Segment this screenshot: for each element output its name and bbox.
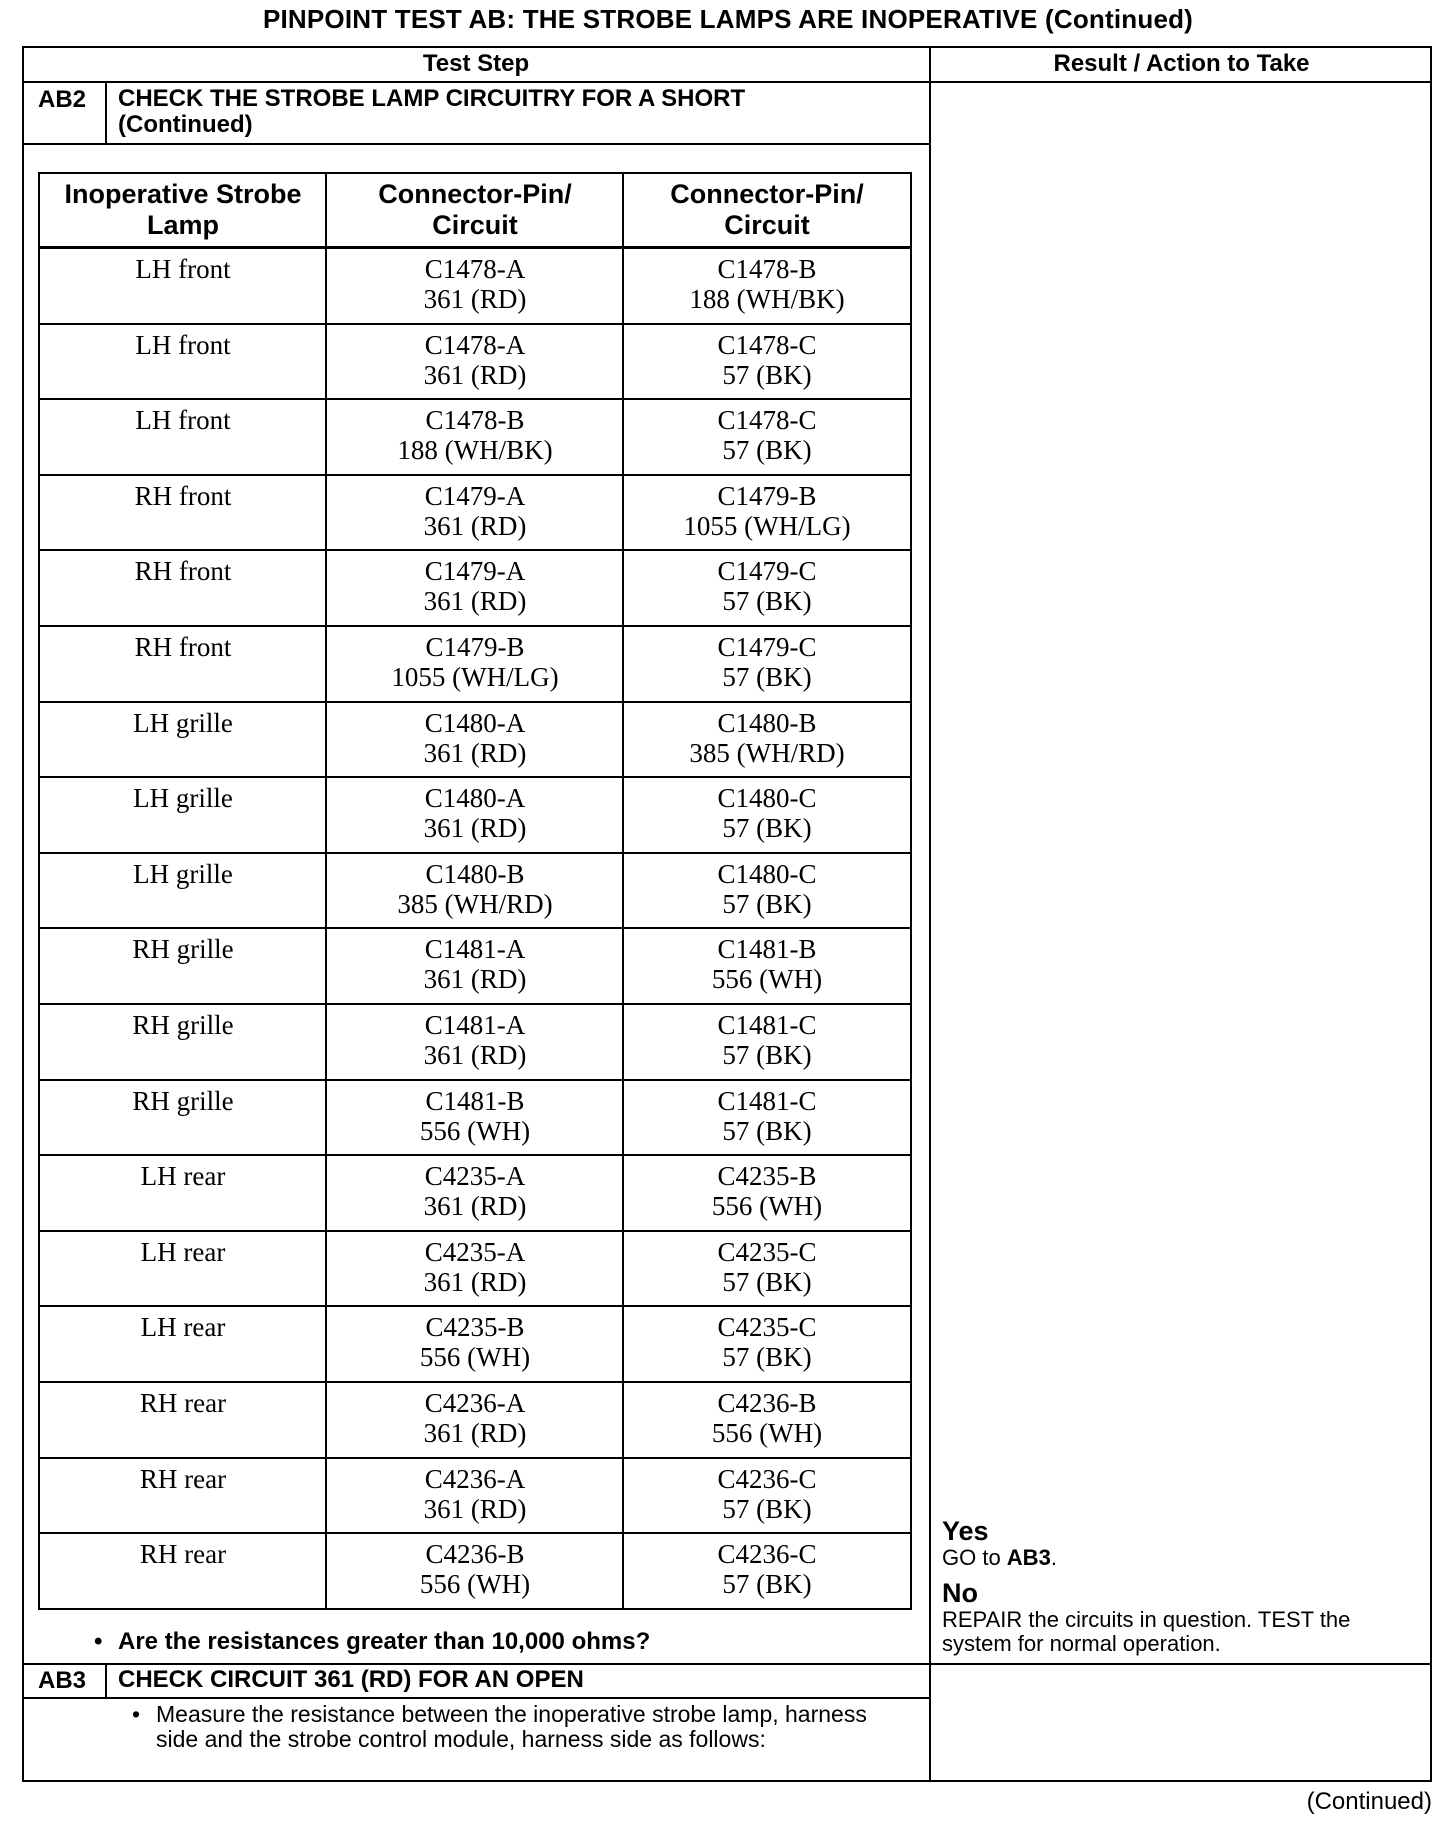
pin1-cell (327, 330, 623, 390)
result-yes-action (942, 1546, 1422, 1570)
pin1-cell-line1: C1479-A (424, 480, 526, 511)
pin1-cell-line2: 556 (WH) (419, 1115, 531, 1146)
lamp-cell-line1: LH front (135, 254, 231, 284)
pin2-cell-line1: C4235-B (717, 1161, 817, 1192)
pin1-cell-line1: C4236-A (424, 1463, 526, 1494)
lamp-cell (40, 1539, 326, 1569)
lamp-cell (40, 708, 326, 738)
pin2-cell (624, 859, 910, 919)
step-title-ab2-line2: (Continued) (118, 111, 253, 138)
ab3-instruction-bullet (132, 1701, 886, 1752)
pin2-cell-line2: 57 (BK) (722, 1266, 812, 1297)
pin2-cell-line2: 57 (BK) (722, 435, 812, 466)
lamp-cell (40, 934, 326, 964)
pin2-cell (624, 1388, 910, 1448)
pin1-cell-line2: 361 (RD) (423, 1040, 527, 1070)
result-yes-label: Yes (942, 1516, 989, 1546)
pin1-cell-line1: C1481-A (424, 1010, 526, 1040)
header-lamp-line2: Lamp (146, 210, 219, 240)
pin1-cell (327, 859, 623, 919)
row-divider (38, 1305, 912, 1307)
pin1-cell (327, 556, 623, 616)
row-divider (38, 927, 912, 929)
lamp-cell-line1: RH grille (132, 934, 234, 965)
pin1-cell (327, 1539, 623, 1599)
pin2-cell-line1: C1480-C (717, 783, 817, 814)
pin2-cell-line1: C4236-C (717, 1463, 817, 1494)
pin1-cell-line2: 361 (RD) (423, 1418, 527, 1448)
pin2-cell (624, 556, 910, 616)
pin1-cell-line2: 361 (RD) (423, 586, 527, 617)
question-bullet (94, 1628, 651, 1656)
pin2-cell-line1: C4235-C (717, 1236, 817, 1267)
column-divider (929, 46, 931, 1782)
step-title-ab2 (118, 86, 745, 138)
result-ab2 (942, 1516, 1422, 1656)
pin2-cell (624, 632, 910, 692)
step-id-ab2: AB2 (38, 86, 87, 113)
header-result-action: Result / Action to Take (1053, 50, 1310, 77)
pin2-cell-line2: 556 (WH) (711, 1418, 823, 1448)
lamp-cell (40, 1464, 326, 1494)
pin2-cell (624, 1312, 910, 1372)
pin1-cell (327, 481, 623, 541)
pin2-cell (624, 1010, 910, 1070)
pin1-cell-line1: C4235-A (424, 1161, 526, 1192)
pin1-cell (327, 708, 623, 768)
pin2-cell-line1: C1481-B (717, 934, 817, 965)
pin1-cell-line1: C1479-A (424, 556, 526, 587)
footer-continued: (Continued) (1306, 1788, 1432, 1815)
pin1-cell-line1: C1478-A (424, 329, 526, 360)
pin2-cell-line2: 556 (WH) (711, 1191, 823, 1222)
row-divider (38, 323, 912, 325)
header-pin1-line1: Connector-Pin/ (378, 179, 572, 209)
lamp-cell-line1: LH grille (133, 707, 233, 738)
pin1-cell (327, 254, 623, 314)
pin1-cell-line1: C1481-A (424, 934, 526, 965)
pin1-cell-line1: C4236-B (425, 1539, 525, 1570)
lamp-cell (40, 1161, 326, 1191)
header-pin1-line2: Circuit (432, 210, 518, 240)
pin1-cell-line1: C1480-A (424, 783, 526, 814)
step-id-divider (105, 81, 107, 143)
lamp-cell-line1: RH rear (139, 1388, 227, 1418)
pin1-cell-line2: 361 (RD) (423, 1266, 527, 1297)
pin2-cell-line1: C4236-B (717, 1388, 817, 1418)
lamp-cell-line1: RH grille (132, 1085, 234, 1116)
pin2-cell (624, 1086, 910, 1146)
pin2-cell-line2: 57 (BK) (722, 1040, 812, 1070)
lamp-cell (40, 405, 326, 435)
pin2-cell-line1: C1481-C (717, 1010, 817, 1040)
connector-table-header-lamp (40, 172, 326, 248)
pin1-cell-line2: 361 (RD) (423, 1191, 527, 1222)
pin1-cell-line2: 361 (RD) (423, 284, 527, 314)
header-test-step: Test Step (422, 50, 530, 77)
pin2-cell (624, 254, 910, 314)
pin1-cell-line1: C4236-A (424, 1388, 526, 1418)
lamp-cell (40, 783, 326, 813)
pin2-cell (624, 1464, 910, 1524)
bullet-dot: • (94, 1628, 103, 1655)
pin2-cell (624, 1237, 910, 1297)
step-title-ab3: CHECK CIRCUIT 361 (RD) FOR AN OPEN (118, 1666, 584, 1693)
lamp-cell-line1: LH front (135, 405, 231, 436)
lamp-cell (40, 632, 326, 662)
pin1-cell (327, 1388, 623, 1448)
ab3-title-divider (22, 1697, 931, 1699)
pin2-cell-line2: 556 (WH) (711, 964, 823, 995)
ab3-id-divider (105, 1663, 107, 1698)
lamp-cell (40, 481, 326, 511)
pin2-cell (624, 708, 910, 768)
pin2-cell-line2: 57 (BK) (722, 813, 812, 844)
lamp-cell (40, 1086, 326, 1116)
pin1-cell (327, 1237, 623, 1297)
lamp-cell (40, 1312, 326, 1342)
result-yes-suffix: . (1050, 1545, 1057, 1570)
bullet-dot: • (132, 1701, 141, 1727)
ab3-top-divider (22, 1663, 1432, 1665)
pin1-cell (327, 1086, 623, 1146)
pin2-cell-line1: C1478-C (717, 405, 817, 436)
pin2-cell-line2: 57 (BK) (722, 1115, 812, 1146)
pin2-cell (624, 481, 910, 541)
row-divider (38, 1154, 912, 1156)
row-divider (38, 1532, 912, 1534)
page-title: PINPOINT TEST AB: THE STROBE LAMPS ARE INOPERATIVE (Continued) (262, 4, 1194, 34)
pin2-cell-line2: 57 (BK) (722, 586, 812, 617)
pin1-cell-line1: C1479-B (425, 632, 525, 662)
pin2-cell-line2: 188 (WH/BK) (689, 284, 845, 314)
pin1-cell (327, 1161, 623, 1221)
pin2-cell-line2: 57 (BK) (722, 662, 812, 692)
step-title-divider (22, 143, 931, 145)
pin2-cell (624, 1539, 910, 1599)
pin1-cell-line2: 361 (RD) (423, 1493, 527, 1524)
pin1-cell (327, 1464, 623, 1524)
lamp-cell-line1: LH grille (133, 858, 233, 889)
header-pin2-line2: Circuit (724, 210, 810, 240)
pin1-cell-line2: 188 (WH/BK) (397, 435, 553, 466)
pin2-cell-line1: C1478-B (717, 254, 817, 284)
row-divider (38, 776, 912, 778)
pin2-cell (624, 330, 910, 390)
step-title-ab2-line1: CHECK THE STROBE LAMP CIRCUITRY FOR A SHORT (118, 85, 746, 112)
pin1-cell-line2: 556 (WH) (419, 1569, 531, 1600)
pin1-cell-line2: 361 (RD) (423, 964, 527, 995)
pin2-cell-line2: 57 (BK) (722, 1493, 812, 1524)
row-divider (38, 1381, 912, 1383)
pin2-cell-line2: 57 (BK) (722, 1569, 812, 1600)
pin1-cell-line2: 361 (RD) (423, 510, 527, 541)
pin1-cell-line2: 361 (RD) (423, 359, 527, 390)
pin2-cell-line2: 1055 (WH/LG) (683, 510, 851, 541)
ab3-instruction-text: Measure the resistance between the inoperative strobe lamp, harness side and the strobe control module, harness side as follows: (156, 1701, 867, 1752)
lamp-cell-line1: RH front (134, 632, 232, 662)
pin1-cell-line1: C1480-B (425, 858, 525, 889)
lamp-cell-line1: LH front (135, 329, 231, 360)
lamp-cell-line1: LH rear (140, 1312, 226, 1343)
pin1-cell-line1: C1478-A (424, 254, 526, 284)
row-divider (38, 474, 912, 476)
lamp-cell-line1: RH front (134, 480, 232, 511)
pin2-cell (624, 1161, 910, 1221)
pin2-cell (624, 783, 910, 843)
pin2-cell-line1: C4236-C (717, 1539, 817, 1570)
question-text: Are the resistances greater than 10,000 ohms? (118, 1628, 651, 1655)
result-yes-target: AB3 (1006, 1545, 1051, 1570)
pin2-cell-line1: C4235-C (717, 1312, 817, 1343)
row-divider (38, 852, 912, 854)
pin1-cell-line1: C1481-B (425, 1085, 525, 1116)
pin1-cell-line1: C1478-B (425, 405, 525, 436)
pin2-cell (624, 405, 910, 465)
pin1-cell-line2: 361 (RD) (423, 813, 527, 844)
pin2-cell-line1: C1478-C (717, 329, 817, 360)
step-id-ab3: AB3 (38, 1667, 87, 1694)
pin2-cell-line2: 57 (BK) (722, 359, 812, 390)
row-divider (38, 625, 912, 627)
pin2-cell-line1: C1479-C (717, 632, 817, 662)
connector-table-header-pin2 (624, 172, 910, 248)
lamp-cell-line1: RH grille (132, 1010, 234, 1040)
pin1-cell (327, 783, 623, 843)
pin2-cell-line1: C1481-C (717, 1085, 817, 1116)
connector-table-header-pin1 (327, 172, 623, 248)
pin1-cell-line2: 361 (RD) (423, 737, 527, 768)
lamp-cell-line1: RH rear (139, 1539, 227, 1570)
result-yes-prefix: GO to (942, 1545, 1007, 1570)
lamp-cell (40, 1237, 326, 1267)
lamp-cell-line1: RH front (134, 556, 232, 587)
pin1-cell (327, 405, 623, 465)
lamp-cell-line1: RH rear (139, 1463, 227, 1494)
pin2-cell-line1: C1480-C (717, 858, 817, 889)
pin2-cell-line2: 57 (BK) (722, 1342, 812, 1373)
pin1-cell-line2: 1055 (WH/LG) (391, 662, 559, 692)
lamp-cell (40, 254, 326, 284)
pin1-cell (327, 632, 623, 692)
row-divider (38, 398, 912, 400)
lamp-cell (40, 1388, 326, 1418)
pin1-cell-line2: 556 (WH) (419, 1342, 531, 1373)
pin1-cell (327, 1312, 623, 1372)
row-divider (38, 701, 912, 703)
pin1-cell-line1: C4235-A (424, 1236, 526, 1267)
lamp-cell-line1: LH rear (140, 1161, 226, 1192)
header-pin2-line1: Connector-Pin/ (670, 179, 864, 209)
row-divider (38, 549, 912, 551)
result-no-action-line1: REPAIR the circuits in question. TEST the (942, 1607, 1351, 1632)
lamp-cell (40, 330, 326, 360)
lamp-cell (40, 859, 326, 889)
pin1-cell-line2: 385 (WH/RD) (397, 888, 553, 919)
pin2-cell-line1: C1480-B (717, 707, 817, 738)
lamp-cell-line1: LH grille (133, 783, 233, 814)
row-divider (38, 1457, 912, 1459)
lamp-cell-line1: LH rear (140, 1236, 226, 1267)
pin2-cell-line1: C1479-B (717, 480, 817, 511)
row-divider (38, 1003, 912, 1005)
pin1-cell (327, 934, 623, 994)
lamp-cell (40, 1010, 326, 1040)
row-divider (38, 1079, 912, 1081)
result-no-label: No (942, 1578, 978, 1608)
header-lamp-line1: Inoperative Strobe (64, 179, 302, 209)
pin2-cell (624, 934, 910, 994)
pin2-cell-line2: 57 (BK) (722, 888, 812, 919)
result-no-action-line2: system for normal operation. (942, 1631, 1221, 1656)
pin1-cell-line1: C1480-A (424, 707, 526, 738)
pin2-cell-line1: C1479-C (717, 556, 817, 587)
pin1-cell (327, 1010, 623, 1070)
lamp-cell (40, 556, 326, 586)
pin2-cell-line2: 385 (WH/RD) (689, 737, 845, 768)
row-divider (38, 1230, 912, 1232)
pin1-cell-line1: C4235-B (425, 1312, 525, 1343)
